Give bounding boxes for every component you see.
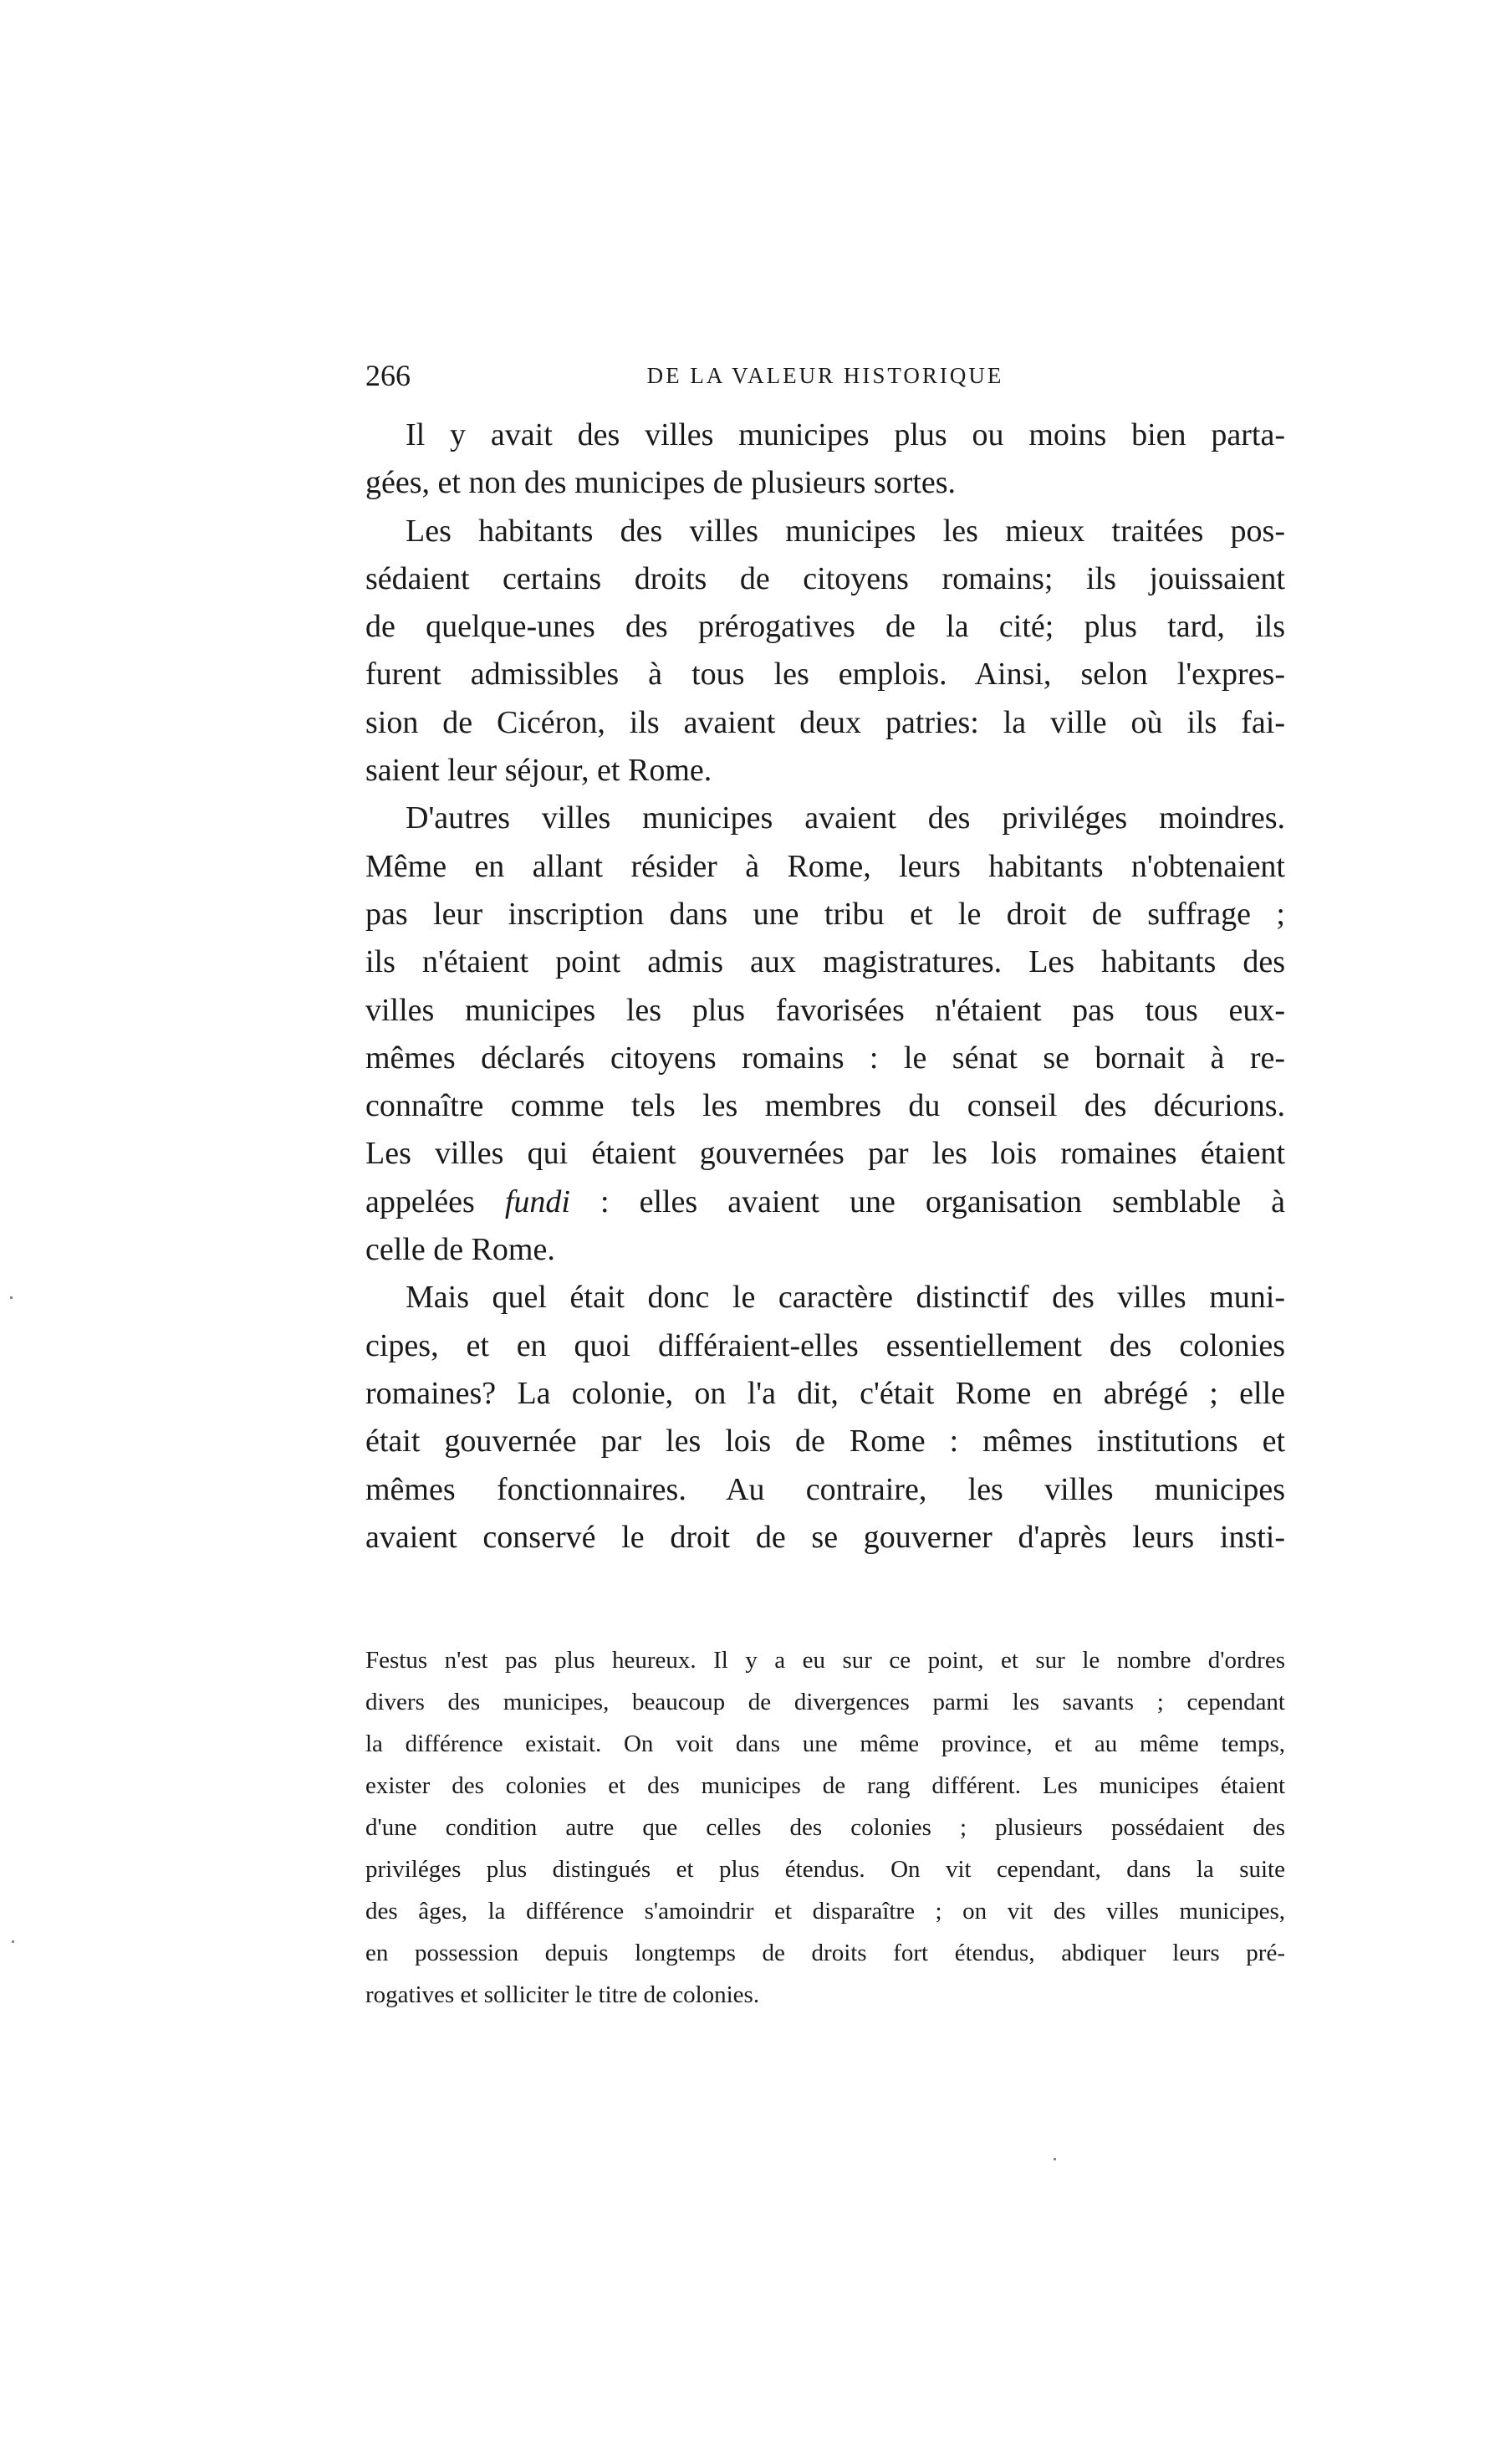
text-line bbox=[365, 1035, 1285, 1082]
text-line-content: de quelque-unes des prérogatives de la cité; plus tard, ils bbox=[365, 609, 1285, 645]
body-text bbox=[365, 412, 1285, 1562]
text-line bbox=[365, 1514, 1285, 1562]
text-line-content: saient leur séjour, et Rome. bbox=[365, 753, 712, 789]
footnote-line-content: en possession depuis longtemps de droits fort étendus, abdiquer leurs pré- bbox=[365, 1940, 1285, 1966]
text-line-content: celle de Rome. bbox=[365, 1232, 555, 1268]
text-line-content: mêmes déclarés citoyens romains : le sénat se bornait à re- bbox=[365, 1040, 1285, 1076]
footnote-line-content: exister des colonies et des municipes de rang différent. Les municipes étaient bbox=[365, 1772, 1285, 1799]
text-line bbox=[365, 1274, 1285, 1321]
footnote-line bbox=[365, 1639, 1285, 1681]
text-line bbox=[365, 1418, 1285, 1465]
text-line-content: D'autres villes municipes avaient des priviléges moindres. bbox=[406, 800, 1285, 836]
text-line-content: pas leur inscription dans une tribu et le droit de suffrage ; bbox=[365, 896, 1285, 932]
text-line-content: était gouvernée par les lois de Rome : mêmes institutions et bbox=[365, 1424, 1285, 1459]
text-line-content: Mais quel était donc le caractère distinctif des villes muni- bbox=[406, 1280, 1285, 1316]
text-line bbox=[365, 699, 1285, 747]
text-line bbox=[365, 508, 1285, 555]
text-line bbox=[365, 1370, 1285, 1418]
text-line bbox=[365, 1178, 1285, 1226]
text-line-content: gées, et non des municipes de plusieurs sortes. bbox=[365, 465, 957, 501]
footnote-line-content: priviléges plus distingués et plus étendus. On vit cependant, dans la suite bbox=[365, 1856, 1285, 1883]
text-line bbox=[365, 938, 1285, 986]
text-line bbox=[365, 1322, 1285, 1370]
text-line-content: sédaient certains droits de citoyens romains; ils jouissaient bbox=[365, 560, 1285, 596]
footnote-line bbox=[365, 1890, 1285, 1932]
text-line-content: Les habitants des villes municipes les mieux traitées pos- bbox=[406, 513, 1285, 549]
footnote-line bbox=[365, 1681, 1285, 1723]
scan-speck bbox=[12, 1940, 14, 1943]
text-line bbox=[365, 891, 1285, 938]
footnote-line-content: la différence existait. On voit dans une même province, et au même temps, bbox=[365, 1730, 1285, 1757]
footnote-line-content: d'une condition autre que celles des colonies ; plusieurs possédaient des bbox=[365, 1814, 1285, 1841]
text-line-content: connaître comme tels les membres du conseil des décurions. bbox=[365, 1088, 1285, 1124]
text-line bbox=[365, 459, 1285, 507]
text-line-content: Les villes qui étaient gouvernées par les lois romaines étaient bbox=[365, 1136, 1285, 1172]
text-line bbox=[365, 843, 1285, 891]
text-line-content: furent admissibles à tous les emplois. Ainsi, selon l'expres- bbox=[365, 657, 1285, 693]
footnote bbox=[365, 1639, 1285, 2016]
footnote-line bbox=[365, 1932, 1285, 1974]
page-number: 266 bbox=[365, 359, 411, 392]
footnote-line-content: divers des municipes, beaucoup de divergences parmi les savants ; cependant bbox=[365, 1689, 1285, 1715]
text-line bbox=[365, 651, 1285, 698]
text-line bbox=[365, 747, 1285, 795]
footnote-line bbox=[365, 1765, 1285, 1807]
text-line-content: mêmes fonctionnaires. Au contraire, les villes municipes bbox=[365, 1471, 1285, 1507]
scan-speck bbox=[1054, 2158, 1056, 2160]
footnote-line bbox=[365, 1807, 1285, 1848]
text-line-content: ils n'étaient point admis aux magistratures. Les habitants des bbox=[365, 944, 1285, 980]
footnote-line-content: rogatives et solliciter le titre de colonies. bbox=[365, 1981, 760, 2008]
text-line-content: villes municipes les plus favorisées n'étaient pas tous eux- bbox=[365, 992, 1285, 1028]
text-line bbox=[365, 1226, 1285, 1274]
scan-speck bbox=[10, 1296, 13, 1299]
footnote-line-content: Festus n'est pas plus heureux. Il y a eu sur ce point, et sur le nombre d'ordres bbox=[365, 1647, 1285, 1674]
text-line bbox=[365, 1130, 1285, 1178]
running-header bbox=[365, 358, 1285, 400]
footnote-line bbox=[365, 1974, 1285, 2016]
text-line-content: appelées fundi : elles avaient une organisation semblable à bbox=[365, 1183, 1285, 1219]
text-line-content: Il y avait des villes municipes plus ou moins bien parta- bbox=[406, 417, 1285, 452]
text-line bbox=[365, 603, 1285, 651]
text-line bbox=[365, 412, 1285, 459]
text-line-content: Même en allant résider à Rome, leurs habitants n'obtenaient bbox=[365, 848, 1285, 884]
footnote-line-content: des âges, la différence s'amoindrir et disparaître ; on vit des villes municipes, bbox=[365, 1898, 1285, 1925]
footnote-line bbox=[365, 1848, 1285, 1890]
text-line bbox=[365, 795, 1285, 842]
text-line-content: cipes, et en quoi différaient-elles essentiellement des colonies bbox=[365, 1327, 1285, 1363]
text-line-content: sion de Cicéron, ils avaient deux patries: la ville où ils fai- bbox=[365, 704, 1285, 740]
text-line bbox=[365, 1082, 1285, 1130]
running-title: DE LA VALEUR HISTORIQUE bbox=[646, 363, 1004, 388]
text-line bbox=[365, 1466, 1285, 1514]
text-line bbox=[365, 987, 1285, 1035]
footnote-line bbox=[365, 1723, 1285, 1765]
text-line-content: avaient conservé le droit de se gouverner d'après leurs insti- bbox=[365, 1519, 1285, 1555]
text-line-content: romaines? La colonie, on l'a dit, c'était Rome en abrégé ; elle bbox=[365, 1375, 1285, 1411]
text-line bbox=[365, 555, 1285, 603]
